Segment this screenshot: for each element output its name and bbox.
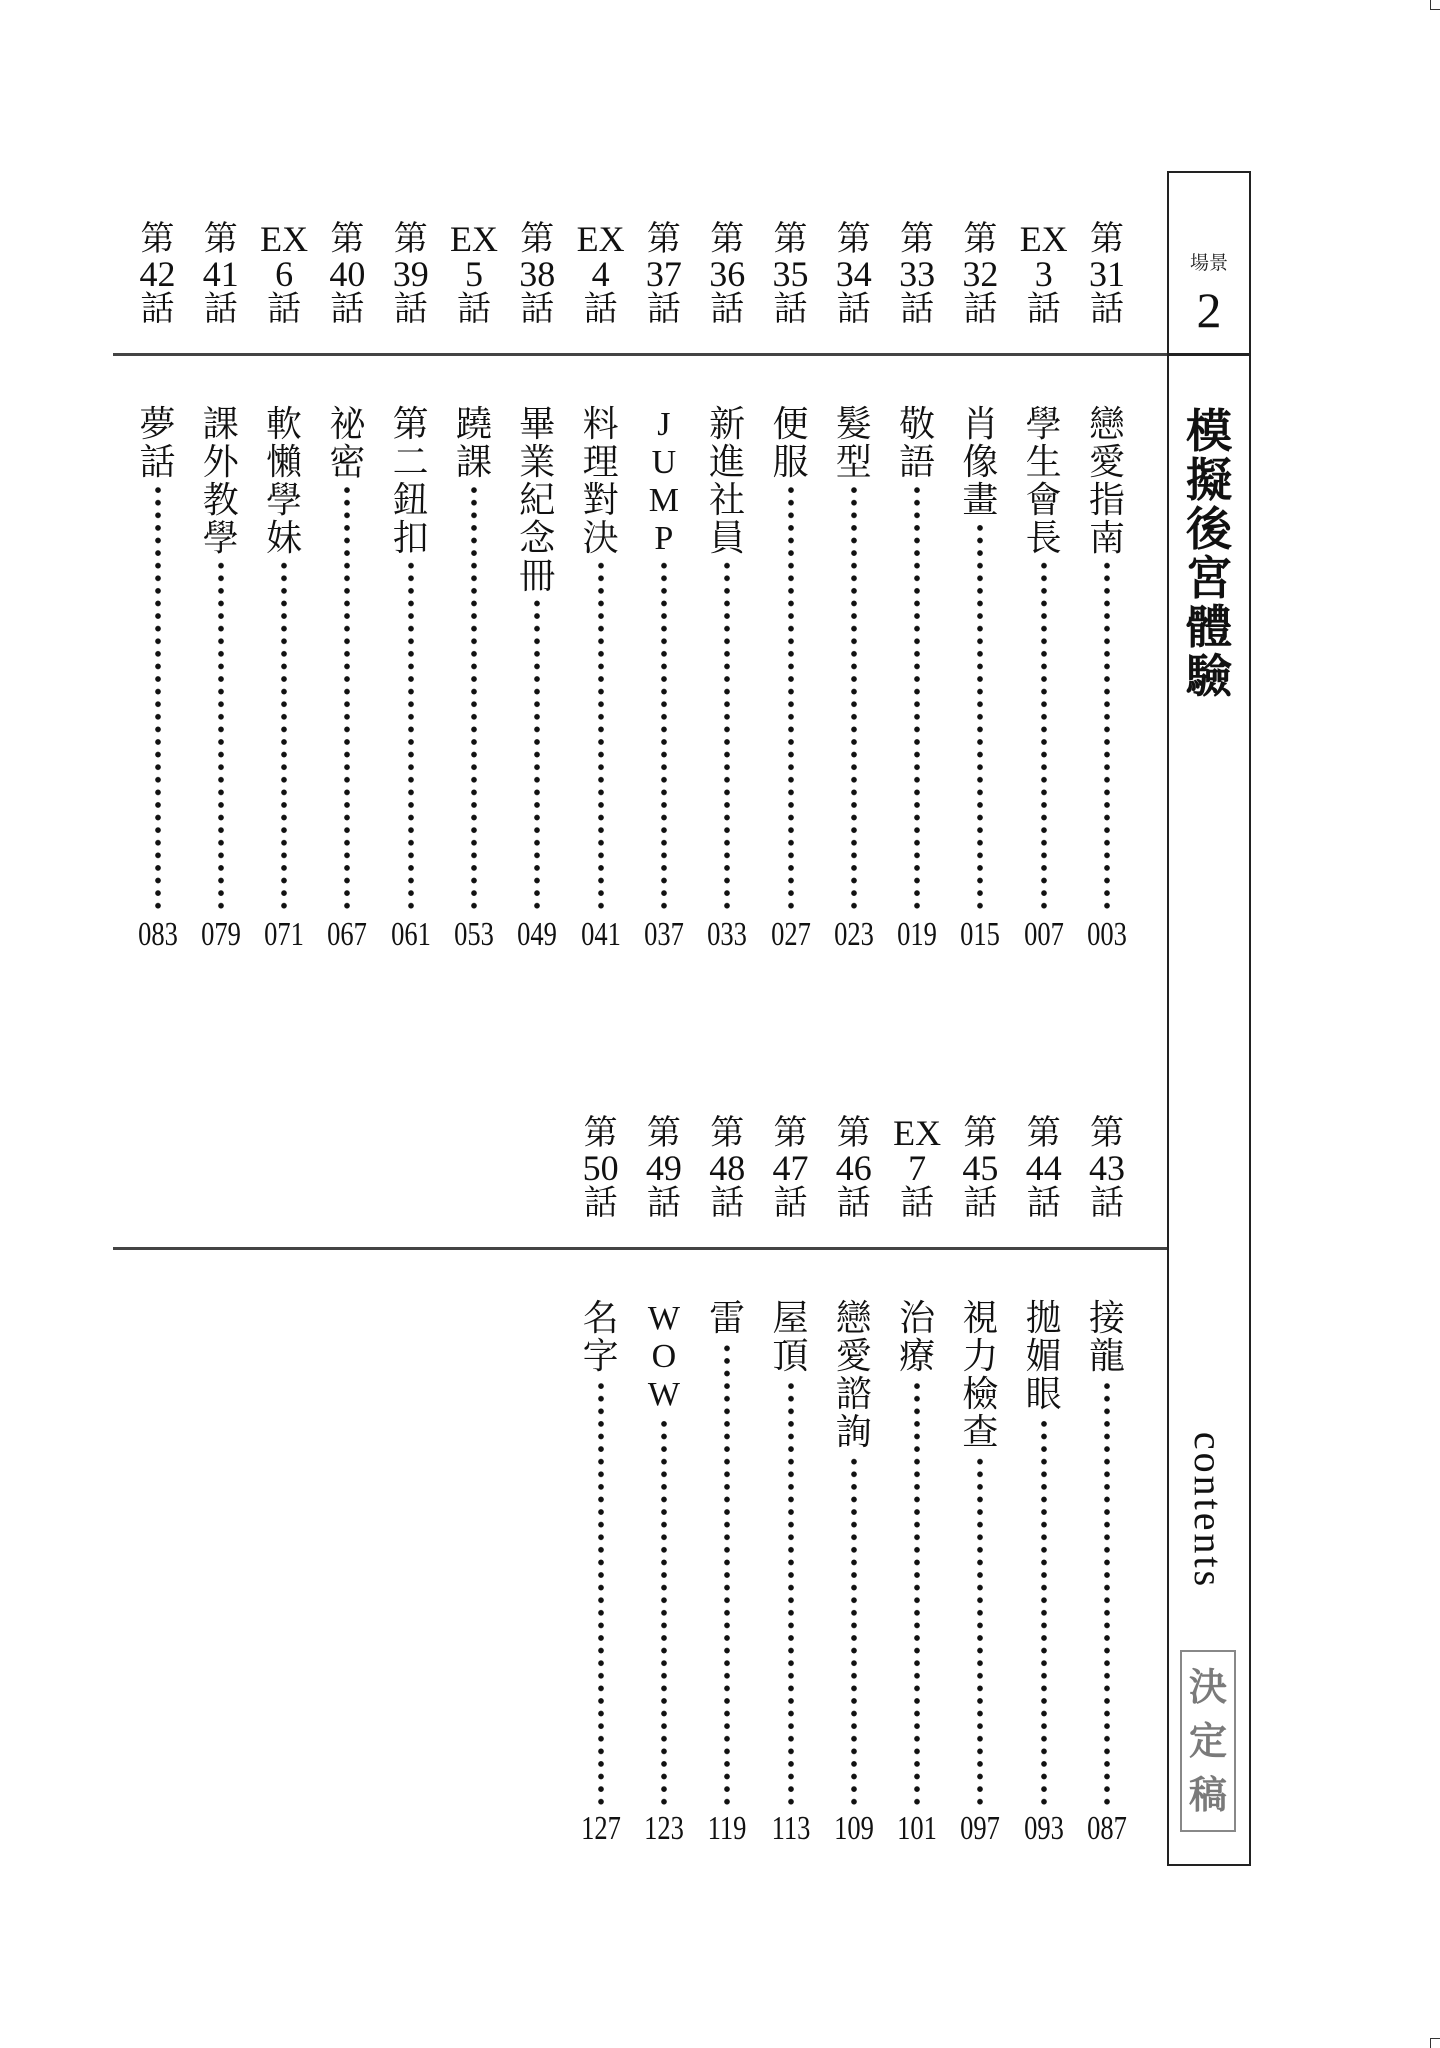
chapter-number-part: EX <box>893 1113 942 1153</box>
page-number: 027 <box>770 916 811 953</box>
chapter-title <box>1082 1300 1132 1376</box>
chapter-number-part: 第 <box>140 219 175 259</box>
dot-leader <box>914 486 920 912</box>
dot-leader <box>851 486 857 912</box>
dot-leader <box>408 562 414 912</box>
chapter-number <box>829 219 879 329</box>
chapter-number <box>955 1113 1005 1223</box>
chapter-number-part: 話 <box>583 289 618 329</box>
chapter-number <box>702 1113 752 1223</box>
chapter-number-part: 第 <box>710 1113 745 1153</box>
dot-leader <box>344 486 350 912</box>
chapter-number-part: 話 <box>457 289 491 329</box>
chapter-title <box>576 406 626 558</box>
chapter-title-char: W <box>647 1376 680 1413</box>
chapter-title <box>386 406 436 558</box>
dot-leader <box>977 524 983 912</box>
chapter-title <box>829 1300 879 1452</box>
chapter-number-part: 第 <box>900 219 935 259</box>
chapter-title-char: 扣 <box>392 518 429 559</box>
page-number: 067 <box>327 916 368 953</box>
contents-heading-text: contents <box>1186 1431 1232 1589</box>
crop-mark-top-right <box>1430 0 1440 10</box>
chapter-number-part: 話 <box>1090 1183 1124 1223</box>
chapter-number <box>576 219 626 329</box>
chapter-number-part: 33 <box>899 254 936 294</box>
chapter-title-char: 視 <box>962 1298 999 1339</box>
chapter-number-part: 第 <box>1090 219 1124 259</box>
chapter-number-part: 話 <box>836 1183 871 1223</box>
chapter-title <box>639 406 689 558</box>
chapter-title-char: 查 <box>962 1412 999 1453</box>
chapter-number-part: 31 <box>1089 254 1125 294</box>
chapter-number-part: 第 <box>646 1113 681 1153</box>
chapter-number-part: 36 <box>709 254 746 294</box>
chapter-number <box>386 219 436 329</box>
chapter-title-char: 第 <box>392 404 429 445</box>
chapter-title-char: 愛 <box>835 1336 872 1377</box>
chapter-title-char: 話 <box>139 442 176 483</box>
chapter-number <box>639 1113 689 1223</box>
chapter-title-char: U <box>651 444 677 481</box>
chapter-title-char: 課 <box>455 442 492 483</box>
chapter-title-char: O <box>651 1338 677 1375</box>
dot-leader <box>788 486 794 912</box>
chapter-title-char: 妹 <box>266 518 303 559</box>
chapter-number-part: 49 <box>645 1148 682 1188</box>
chapter-title-char: 指 <box>1088 480 1125 521</box>
dot-leader <box>471 486 477 912</box>
dot-leader <box>788 1380 794 1808</box>
contents-heading <box>1184 1404 1234 1616</box>
chapter-title-char: P <box>654 520 674 557</box>
dot-leader <box>661 1418 667 1808</box>
chapter-number-part: 話 <box>1026 1183 1061 1223</box>
chapter-title <box>892 406 942 482</box>
chapter-title-char: 課 <box>202 404 239 445</box>
chapter-number-part: 話 <box>900 1183 935 1223</box>
chapter-number-part: 38 <box>519 254 556 294</box>
series-title-char: 後 <box>1186 502 1232 556</box>
chapter-number-part: 第 <box>836 1113 871 1153</box>
chapter-number-part: 話 <box>710 289 745 329</box>
chapter-title <box>766 406 816 482</box>
chapter-number <box>702 219 752 329</box>
page-number: 083 <box>137 916 178 953</box>
chapter-number-part: 第 <box>520 219 555 259</box>
chapter-title <box>702 406 752 558</box>
chapter-number-part: 47 <box>772 1148 809 1188</box>
chapter-number-part: 話 <box>393 289 428 329</box>
page-number: 007 <box>1023 916 1064 953</box>
chapter-number-part: EX <box>1019 219 1068 259</box>
chapter-number-part: 話 <box>710 1183 745 1223</box>
chapter-title <box>892 1300 942 1376</box>
chapter-number-part: 7 <box>908 1148 927 1188</box>
page-number: 093 <box>1023 1810 1064 1847</box>
chapter-title-char: 語 <box>899 442 936 483</box>
page-number: 127 <box>580 1810 621 1847</box>
chapter-title-char: 媚 <box>1025 1336 1062 1377</box>
page-number: 061 <box>390 916 431 953</box>
chapter-title <box>766 1300 816 1376</box>
chapter-number-part: 5 <box>465 254 483 294</box>
chapter-title <box>322 406 372 482</box>
page-number: 015 <box>960 916 1001 953</box>
chapter-title <box>196 406 246 558</box>
dot-leader <box>218 562 224 912</box>
chapter-number-part: 第 <box>330 219 365 259</box>
chapter-title-char: 二 <box>392 442 429 483</box>
page-number: 053 <box>454 916 494 953</box>
chapter-title-char: 進 <box>709 442 746 483</box>
series-title <box>1169 404 1249 703</box>
chapter-title-char: 像 <box>962 442 999 483</box>
chapter-title-char: 決 <box>582 518 619 559</box>
chapter-number-part: 話 <box>330 289 365 329</box>
chapter-title <box>449 406 499 482</box>
chapter-number-part: 48 <box>709 1148 746 1188</box>
final-draft-stamp <box>1180 1650 1236 1832</box>
chapter-number <box>766 219 816 329</box>
chapter-number-part: 39 <box>392 254 429 294</box>
chapter-title-char: 員 <box>709 518 746 559</box>
chapter-number <box>639 219 689 329</box>
chapter-title-char: W <box>647 1300 680 1337</box>
chapter-number-part: 話 <box>267 289 302 329</box>
chapter-title-char: 力 <box>962 1336 999 1377</box>
page-number: 109 <box>833 1810 874 1847</box>
chapter-number-part: 第 <box>963 219 998 259</box>
chapter-number-part: 話 <box>140 289 175 329</box>
chapter-number-part: 第 <box>583 1113 618 1153</box>
chapter-number-part: 第 <box>1026 1113 1061 1153</box>
series-title-char: 模 <box>1186 404 1232 458</box>
chapter-number <box>1019 1113 1069 1223</box>
dot-leader <box>1104 562 1110 912</box>
chapter-number-part: 3 <box>1034 254 1053 294</box>
page-number: 123 <box>644 1810 684 1847</box>
chapter-number-part: 第 <box>203 219 238 259</box>
chapter-title-char: 冊 <box>519 556 556 597</box>
chapter-title-char: 長 <box>1025 518 1062 559</box>
chapter-number-part: 32 <box>962 254 999 294</box>
chapter-number-part: 話 <box>520 289 555 329</box>
chapter-number <box>576 1113 626 1223</box>
chapter-title-char: 懶 <box>266 442 303 483</box>
chapter-title-char: 蹺 <box>455 404 492 445</box>
chapter-number <box>322 219 372 329</box>
chapter-number-part: 45 <box>962 1148 999 1188</box>
page-number: 019 <box>897 916 937 953</box>
chapter-title-char: 軟 <box>266 404 303 445</box>
chapter-number-part: 42 <box>139 254 176 294</box>
chapter-number-part: EX <box>450 219 498 259</box>
dot-leader <box>914 1380 920 1808</box>
chapter-number <box>1082 1113 1132 1223</box>
chapter-number-part: 話 <box>646 289 681 329</box>
dot-leader <box>598 1380 604 1808</box>
chapter-title-char: 眼 <box>1025 1374 1062 1415</box>
page-number: 097 <box>960 1810 1001 1847</box>
chapter-title-char: 戀 <box>835 1298 872 1339</box>
page-number: 023 <box>833 916 874 953</box>
chapter-number-part: 50 <box>582 1148 619 1188</box>
dot-leader <box>1041 1418 1047 1808</box>
page-number: 041 <box>580 916 621 953</box>
dot-leader <box>977 1456 983 1808</box>
chapter-title-char: 接 <box>1088 1298 1125 1339</box>
page-number: 033 <box>707 916 748 953</box>
dot-leader <box>155 486 161 912</box>
chapter-number-part: 37 <box>645 254 682 294</box>
page-number: 071 <box>264 916 304 953</box>
chapter-title-char: 敬 <box>899 404 936 445</box>
scene-number: 2 <box>1196 282 1222 338</box>
chapter-title <box>259 406 309 558</box>
chapter-title <box>512 406 562 596</box>
chapter-title-char: 便 <box>772 404 809 445</box>
chapter-title-char: M <box>648 482 679 519</box>
chapter-number-part: 第 <box>836 219 871 259</box>
chapter-number <box>512 219 562 329</box>
chapter-title-char: 學 <box>266 480 303 521</box>
chapter-title-char: 檢 <box>962 1374 999 1415</box>
chapter-title-char: 會 <box>1025 480 1062 521</box>
chapter-number-part: 話 <box>1026 289 1061 329</box>
page-number: 101 <box>897 1810 937 1847</box>
chapter-title-char: 拋 <box>1025 1298 1062 1339</box>
chapter-number <box>196 219 246 329</box>
dot-leader <box>724 562 730 912</box>
chapter-number-part: 第 <box>963 1113 998 1153</box>
chapter-title <box>639 1300 689 1414</box>
chapter-number <box>1019 219 1069 329</box>
dot-leader <box>281 562 287 912</box>
chapter-number-part: 話 <box>773 1183 808 1223</box>
chapter-title-char: 服 <box>772 442 809 483</box>
series-title-char: 宮 <box>1186 551 1232 605</box>
chapter-title <box>955 1300 1005 1452</box>
chapter-number-part: 40 <box>329 254 366 294</box>
chapter-title-char: 對 <box>582 480 619 521</box>
chapter-title-char: 學 <box>1025 404 1062 445</box>
chapter-number-part: 35 <box>772 254 809 294</box>
chapter-title-char: 型 <box>835 442 872 483</box>
chapter-number-part: 46 <box>835 1148 872 1188</box>
chapter-title <box>576 1300 626 1376</box>
chapter-title-char: 理 <box>582 442 619 483</box>
chapter-number-part: 話 <box>1090 289 1124 329</box>
chapter-title-char: 密 <box>329 442 366 483</box>
chapter-title-char: 新 <box>709 404 746 445</box>
chapter-title-char: 頂 <box>772 1336 809 1377</box>
volume-sidebar <box>1167 171 1251 1866</box>
chapter-number-part: 話 <box>963 289 998 329</box>
chapter-title-char: 戀 <box>1088 404 1125 445</box>
dot-leader <box>534 600 540 912</box>
page-number: 087 <box>1087 1810 1127 1847</box>
section-1-divider <box>113 353 1167 356</box>
chapter-number-part: 話 <box>836 289 871 329</box>
chapter-title-char: 治 <box>899 1298 936 1339</box>
chapter-number-part: 話 <box>773 289 808 329</box>
chapter-title <box>955 406 1005 520</box>
page-number: 003 <box>1087 916 1127 953</box>
chapter-number <box>892 219 942 329</box>
chapter-number-part: 第 <box>393 219 428 259</box>
dot-leader <box>598 562 604 912</box>
chapter-title-char: 紀 <box>519 480 556 521</box>
series-title-char: 擬 <box>1186 453 1232 507</box>
chapter-title-char: 諮 <box>835 1374 872 1415</box>
chapter-title <box>829 406 879 482</box>
chapter-number-part: 第 <box>1090 1113 1124 1153</box>
chapter-title-char: 南 <box>1088 518 1125 559</box>
series-title-char: 體 <box>1186 600 1232 654</box>
chapter-title-char: 畫 <box>962 480 999 521</box>
chapter-number-part: 41 <box>202 254 239 294</box>
chapter-title-char: 念 <box>519 518 556 559</box>
chapter-title-char: 料 <box>582 404 619 445</box>
chapter-number-part: 話 <box>203 289 238 329</box>
dot-leader <box>851 1456 857 1808</box>
chapter-number-part: 4 <box>591 254 610 294</box>
chapter-number <box>829 1113 879 1223</box>
chapter-number <box>955 219 1005 329</box>
chapter-title-char: 詢 <box>835 1412 872 1453</box>
chapter-title-char: 龍 <box>1088 1336 1125 1377</box>
chapter-number-part: 話 <box>646 1183 681 1223</box>
chapter-title <box>1019 1300 1069 1414</box>
chapter-title <box>133 406 183 482</box>
stamp-char: 決 <box>1188 1665 1227 1709</box>
chapter-number-part: 第 <box>646 219 681 259</box>
dot-leader <box>724 1342 730 1808</box>
chapter-number-part: EX <box>260 219 309 259</box>
chapter-number <box>892 1113 942 1223</box>
chapter-title-char: 髮 <box>835 404 872 445</box>
chapter-number-part: 6 <box>275 254 294 294</box>
crop-mark-bottom-right <box>1430 2038 1440 2048</box>
section-2-divider <box>113 1247 1167 1250</box>
page-number: 049 <box>517 916 558 953</box>
chapter-title-char: 夢 <box>139 404 176 445</box>
chapter-title-char: 學 <box>202 518 239 559</box>
chapter-title-char: 外 <box>202 442 239 483</box>
chapter-title-char: 生 <box>1025 442 1062 483</box>
page-number: 119 <box>707 1810 747 1847</box>
chapter-title-char: J <box>657 406 671 443</box>
chapter-number-part: 34 <box>835 254 872 294</box>
chapter-number-part: 第 <box>773 219 808 259</box>
chapter-number-part: 話 <box>583 1183 618 1223</box>
chapter-number-part: 第 <box>710 219 745 259</box>
chapter-title-char: 名 <box>582 1298 619 1339</box>
chapter-number <box>766 1113 816 1223</box>
dot-leader <box>1041 562 1047 912</box>
chapter-number <box>133 219 183 329</box>
dot-leader <box>661 562 667 912</box>
chapter-number-part: EX <box>576 219 625 259</box>
chapter-number <box>1082 219 1132 329</box>
chapter-title-char: 社 <box>709 480 746 521</box>
page-number: 113 <box>771 1810 810 1847</box>
chapter-title-char: 鈕 <box>392 480 429 521</box>
page-number: 079 <box>200 916 241 953</box>
page-number: 037 <box>644 916 684 953</box>
sidebar-divider <box>1169 353 1249 356</box>
chapter-title-char: 字 <box>582 1336 619 1377</box>
chapter-number-part: 第 <box>773 1113 808 1153</box>
chapter-title-char: 雷 <box>709 1298 746 1339</box>
scene-label: 場景 <box>1189 252 1228 274</box>
chapter-title-char: 畢 <box>519 404 556 445</box>
dot-leader <box>1104 1380 1110 1808</box>
chapter-number-part: 43 <box>1089 1148 1125 1188</box>
chapter-title-char: 愛 <box>1088 442 1125 483</box>
chapter-title-char: 肖 <box>962 404 999 445</box>
chapter-title-char: 屋 <box>772 1298 809 1339</box>
chapter-title-char: 祕 <box>329 404 366 445</box>
chapter-number-part: 44 <box>1025 1148 1062 1188</box>
series-title-char: 驗 <box>1186 649 1232 703</box>
chapter-title <box>702 1300 752 1338</box>
stamp-char: 定 <box>1188 1719 1227 1763</box>
chapter-title-char: 療 <box>899 1336 936 1377</box>
chapter-title-char: 教 <box>202 480 239 521</box>
chapter-number-part: 話 <box>900 289 935 329</box>
chapter-number <box>449 219 499 329</box>
chapter-number <box>259 219 309 329</box>
stamp-char: 稿 <box>1188 1773 1227 1817</box>
chapter-title <box>1019 406 1069 558</box>
chapter-title <box>1082 406 1132 558</box>
chapter-number-part: 話 <box>963 1183 998 1223</box>
chapter-title-char: 業 <box>519 442 556 483</box>
